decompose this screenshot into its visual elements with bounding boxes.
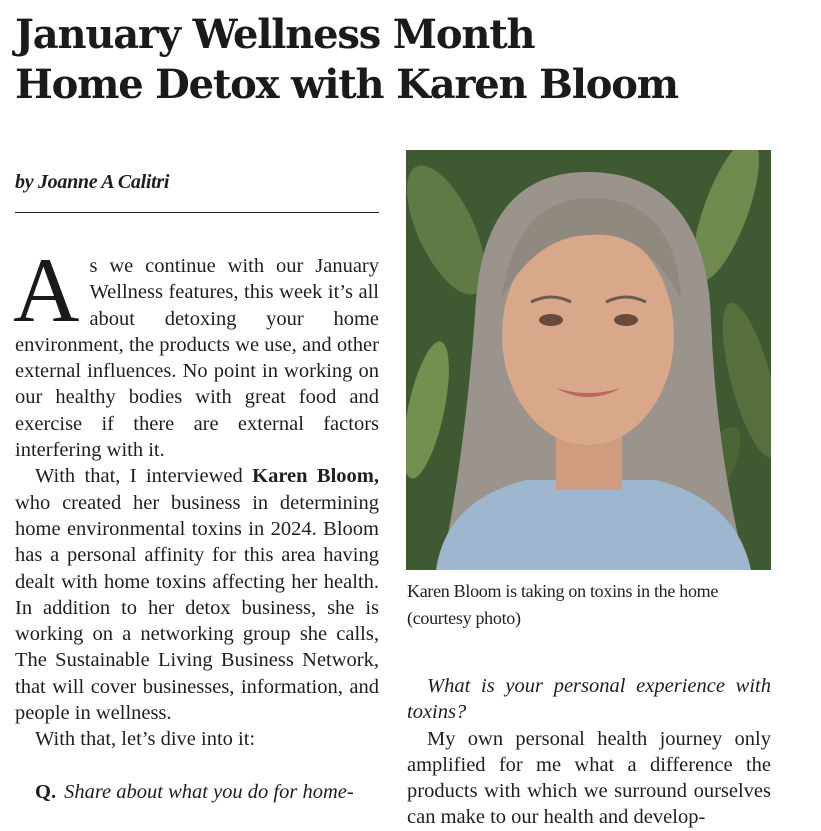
interview-answer: My own personal health journey only amplified for me what a difference the products with which we surround ourselves can make to our health and develop- <box>407 727 771 829</box>
interview-question: What is your personal experience with toxins? <box>407 675 771 724</box>
interview-paragraph <box>15 463 379 726</box>
headline-line-2: Home Detox with Karen Bloom <box>15 61 678 108</box>
intro-text: s we continue with our January Wellness features, this week it’s all about detoxing your home environment, the products we use, and other external influences. No point in working on our healthy bodies with great food and exercise if there are external factors interfering with it. <box>15 255 379 462</box>
question-text: Share about what you do for home- <box>64 780 354 803</box>
transition-paragraph: With that, let’s dive into it: <box>35 728 256 751</box>
question-label: Q. <box>35 780 57 803</box>
article-column-right <box>407 673 771 831</box>
caption-credit: (courtesy photo) <box>407 608 521 628</box>
interview-text-after: who created her business in determining home environmental toxins in 2024. Bloom has a personal affinity for this area having dealt with home toxins affecting her health. In addition to her detox business, she is working on a networking group she calls, The Sustainable Living Business Network, that will cover businesses, information, and people in wellness. <box>15 491 379 725</box>
byline-rule <box>15 212 379 213</box>
interview-text-before: With that, I interviewed <box>35 465 253 488</box>
caption-text: Karen Bloom is taking on toxins in the home <box>407 581 719 601</box>
portrait-photo <box>406 150 771 570</box>
portrait-illustration <box>406 150 771 570</box>
subject-name: Karen Bloom, <box>252 465 379 488</box>
headline-line-1: January Wellness Month <box>15 11 535 58</box>
photo-caption <box>407 578 773 632</box>
intro-paragraph <box>13 239 379 463</box>
byline: by Joanne A Calitri <box>15 171 170 193</box>
question-line <box>15 779 379 805</box>
drop-cap: A <box>13 239 80 341</box>
article-column-left <box>13 239 379 805</box>
headline <box>15 10 678 110</box>
